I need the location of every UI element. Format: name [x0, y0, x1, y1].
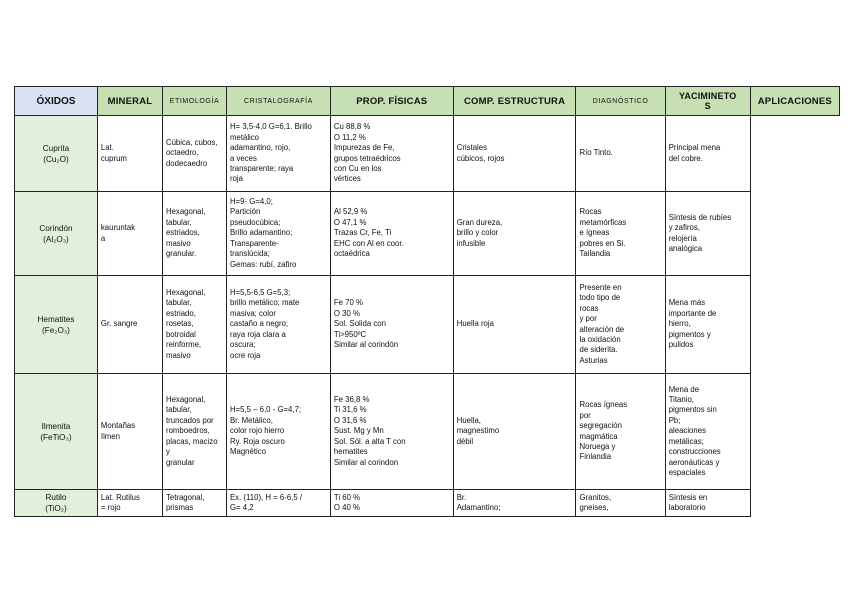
prop-fisicas-cell: H=5,5 – 6,0 - G=4,7; Br. Metálico, color rojo hierro Ry. Roja oscuro Magnético — [226, 374, 330, 490]
table-row — [15, 490, 840, 517]
cristalografia-cell: Cúbica, cubos, octaedro, dodecaedro — [162, 116, 226, 192]
diagnostico-cell: Br. Adamantino; — [453, 490, 576, 517]
aplicaciones-cell: Principal mena del cobre. — [665, 116, 750, 192]
comp-estructura-cell: Al 52,9 % O 47,1 % Trazas Cr, Fe, Ti EHC con Al en coor. octaédrica — [330, 192, 453, 276]
prop-fisicas-cell: H=9- G=4,0; Partición pseudocúbica; Brillo adamantino; Transparente- translúcida; Gemas: rubí, zafiro — [226, 192, 330, 276]
aplicaciones-cell: Síntesis de rubíes y zafiros, relojería analógica — [665, 192, 750, 276]
comp-estructura-cell: Fe 36,8 % Ti 31,6 % O 31,6 % Sust. Mg y Mn Sol. Sól. a alta T con hematites Similar al corindon — [330, 374, 453, 490]
diagnostico-cell: Gran dureza, brillo y color infusible — [453, 192, 576, 276]
header-mineral: MINERAL — [97, 87, 162, 116]
cristalografia-cell: Tetragonal, prismas — [162, 490, 226, 517]
cristalografia-cell: Hexagonal, tabular, truncados por romboedros, placas, macizo y granular — [162, 374, 226, 490]
mineral-cell: Hematites (Fe₂O₃) — [15, 276, 98, 374]
mineral-cell: Corindón (Al₂O₃) — [15, 192, 98, 276]
diagnostico-cell: Huella roja — [453, 276, 576, 374]
cristalografia-cell: Hexagonal, tabular, estriados, masivo granular. — [162, 192, 226, 276]
yacimientos-cell: Granitos, gneises, — [576, 490, 665, 517]
oxidos-table — [14, 86, 840, 517]
etimologia-cell: kauruntak a — [97, 192, 162, 276]
table-row — [15, 116, 840, 192]
header-diagnostico: DIAGNÓSTICO — [576, 87, 665, 116]
mineral-cell: Ilmenita (FeTiO₃) — [15, 374, 98, 490]
yacimientos-cell: Presente en todo tipo de rocas y por alteración de la oxidación de siderita. Asturias — [576, 276, 665, 374]
header-cristalografia: CRISTALOGRAFÍA — [226, 87, 330, 116]
table-row — [15, 374, 840, 490]
etimologia-cell: Lat. cuprum — [97, 116, 162, 192]
yacimientos-cell: Rocas ígneas por segregación magmática Noruega y Finlandia — [576, 374, 665, 490]
diagnostico-cell: Huella, magnestimo débil — [453, 374, 576, 490]
header-row — [15, 87, 840, 116]
header-prop-fisicas: PROP. FÍSICAS — [330, 87, 453, 116]
table-row — [15, 276, 840, 374]
header-aplicaciones: APLICACIONES — [750, 87, 839, 116]
etimologia-cell: Lat. Rutilus = rojo — [97, 490, 162, 517]
cristalografia-cell: Hexagonal, tabular, estriado, rosetas, botroidal reinforme, masivo — [162, 276, 226, 374]
header-comp-estructura: COMP. ESTRUCTURA — [453, 87, 576, 116]
etimologia-cell: Montañas Ilmen — [97, 374, 162, 490]
prop-fisicas-cell: H=5,5-6,5 G=5,3; brillo metálico; mate masiva; color castaño a negro; raya roja clara a oscura; ocre roja — [226, 276, 330, 374]
yacimientos-cell: Rocas metamórficas e ígneas pobres en Si. Tailandia — [576, 192, 665, 276]
table-row — [15, 192, 840, 276]
comp-estructura-cell: Cu 88,8 % O 11,2 % Impurezas de Fe, grupos tetraédricos con Cu en los vértices — [330, 116, 453, 192]
etimologia-cell: Gr. sangre — [97, 276, 162, 374]
diagnostico-cell: Cristales cúbicos, rojos — [453, 116, 576, 192]
prop-fisicas-cell: Ex. (110), H = 6-6,5 / G= 4,2 — [226, 490, 330, 517]
aplicaciones-cell: Mena de Titanio, pigmentos sin Pb; aleaciones metálicas; construcciones aeronáuticas y espaciales — [665, 374, 750, 490]
header-etimologia: ETIMOLOGÍA — [162, 87, 226, 116]
yacimientos-cell: Río Tinto. — [576, 116, 665, 192]
comp-estructura-cell: Ti 60 % O 40 % — [330, 490, 453, 517]
mineral-cell: Rutilo (TiO₂) — [15, 490, 98, 517]
aplicaciones-cell: Síntesis en laboratorio — [665, 490, 750, 517]
mineral-cell: Cuprita (Cu₂O) — [15, 116, 98, 192]
group-label: ÓXIDOS — [15, 87, 98, 116]
header-yacimientos: YACIMINETO S — [665, 87, 750, 116]
aplicaciones-cell: Mena más importante de hierro, pigmentos y pulidos — [665, 276, 750, 374]
comp-estructura-cell: Fe 70 % O 30 % Sol. Solida con Ti>950ºC Similar al corindón — [330, 276, 453, 374]
prop-fisicas-cell: H= 3,5-4,0 G=6,1. Brillo metálico adamantino, rojo, a veces transparente; raya roja — [226, 116, 330, 192]
